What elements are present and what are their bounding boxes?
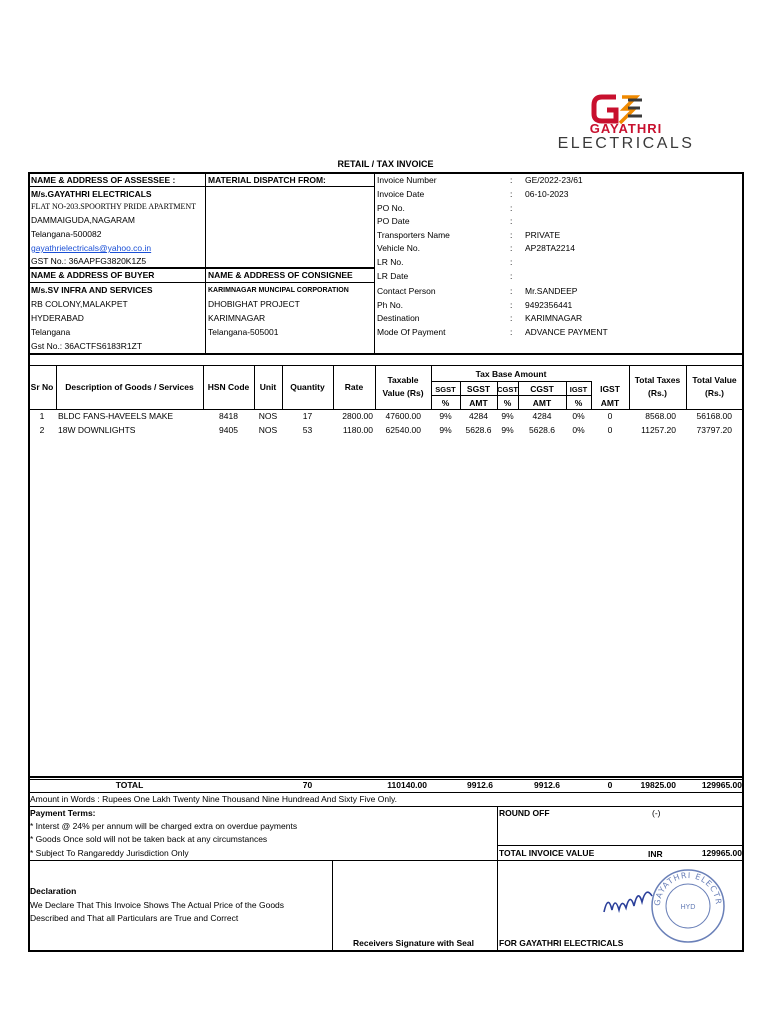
detail-label: Ph No. [377,300,403,310]
cell-total-taxes: 11257.20 [641,425,676,435]
cell-unit: NOS [258,425,278,435]
col-header-taxable-2: Value (Rs) [382,388,424,398]
detail-value: 06-10-2023 [525,189,569,199]
detail-label: Vehicle No. [377,243,420,253]
detail-label: Transporters Name [377,230,450,240]
cell-sgst-pct: 9% [439,411,452,421]
cell-total-value: 73797.20 [696,425,732,435]
cell-qty: 17 [302,411,313,421]
total-invoice-value: 129965.00 [701,848,742,858]
company-logo [520,92,732,154]
detail-value: KARIMNAGAR [525,313,583,323]
invoice-title: RETAIL / TAX INVOICE [337,159,434,169]
detail-label: PO Date [377,216,410,226]
col-header-cgst-pct-2: % [503,398,512,408]
detail-label: Destination [377,313,420,323]
round-off-label: ROUND OFF [499,808,550,818]
consignee-line3: KARIMNAGAR [208,313,266,323]
detail-label: Invoice Date [377,189,425,199]
col-header-sgst-amt: SGST [466,384,491,394]
cell-igst-amt: 0 [607,425,613,435]
assessee-gst: GST No.: 36AAPFG3820K1Z5 [31,256,147,266]
seal-text: GAYATHRI ELECTR [652,870,724,907]
assessee-address-line3: Telangana-500082 [31,229,102,239]
cell-rate: 2800.00 [342,411,373,421]
detail-sep: : [510,271,513,281]
consignee-line2: DHOBIGHAT PROJECT [208,299,300,309]
col-header-igst-pct-2: % [574,398,583,408]
cell-sgst-amt: 5628.6 [465,425,492,435]
consignee-heading: NAME & ADDRESS OF CONSIGNEE [208,270,353,280]
buyer-address-line1: RB COLONY,MALAKPET [31,299,128,309]
buyer-address-line2: HYDERABAD [31,313,84,323]
cell-igst-pct: 0% [572,425,585,435]
col-header-sgst-pct-2: % [441,398,450,408]
assessee-address-line2: DAMMAIGUDA,NAGARAM [31,215,135,225]
detail-sep: : [510,313,513,323]
cell-sr: 1 [39,411,45,421]
logo-name-top: GAYATHRI [589,121,663,136]
payment-term-item: * Interst @ 24% per annum will be charged extra on overdue payments [30,821,298,831]
col-header-desc: Description of Goods / Services [65,382,194,392]
payment-terms-heading: Payment Terms: [30,808,96,818]
total-value: 129965.00 [701,780,742,790]
buyer-address-line3: Telangana [31,327,71,337]
assessee-name: M/s.GAYATHRI ELECTRICALS [31,189,152,199]
col-header-total-value: Total Value [692,375,737,385]
total-invoice-label: TOTAL INVOICE VALUE [499,848,595,858]
declaration-heading: Declaration [30,886,77,896]
total-invoice-currency: INR [648,849,663,859]
detail-sep: : [510,243,513,253]
detail-sep: : [510,286,513,296]
cell-cgst-pct: 9% [501,411,514,421]
col-header-rate: Rate [344,382,364,392]
amount-in-words: Amount in Words : Rupees One Lakh Twenty Nine Thousand Nine Hundread And Sixty Five Only. [30,794,397,804]
cell-sgst-pct: 9% [439,425,452,435]
detail-label: PO No. [377,203,405,213]
col-header-total-taxes-2: (Rs.) [648,388,667,398]
col-header-unit: Unit [259,382,277,392]
svg-text:GAYATHRI ELECTRICALS [648,866,723,906]
total-sgst-amt: 9912.6 [467,780,493,790]
detail-sep: : [510,327,513,337]
cell-total-taxes: 8568.00 [645,411,676,421]
declaration-line2: Described and That all Particulars are True and Correct [30,913,239,923]
cell-hsn: 9405 [219,425,238,435]
col-header-sr: Sr No [30,382,54,392]
detail-sep: : [510,300,513,310]
assessee-address-line1: FLAT NO-203.SPOORTHY PRIDE APARTMENT [31,202,196,211]
seal-center-text: HYD [680,903,696,911]
total-cgst-amt: 9912.6 [534,780,560,790]
cell-sr: 2 [39,425,45,435]
detail-value: Mr.SANDEEP [525,286,578,296]
detail-sep: : [510,230,513,240]
payment-term-item: * Subject To Rangareddy Jurisdiction Only [30,848,189,858]
col-header-taxable: Taxable [387,375,419,385]
detail-sep: : [510,203,513,213]
detail-value: ADVANCE PAYMENT [525,327,608,337]
detail-sep: : [510,216,513,226]
logo-name-bottom: ELECTRICALS [557,135,695,152]
col-header-cgst-pct: CGST [497,385,518,394]
payment-term-item: * Goods Once sold will not be taken back at any circumstances [30,834,268,844]
buyer-name: M/s.SV INFRA AND SERVICES [31,285,153,295]
total-taxable: 110140.00 [387,780,427,790]
total-igst-amt: 0 [607,780,613,790]
cell-unit: NOS [258,411,278,421]
detail-label: Contact Person [377,286,436,296]
detail-sep: : [510,257,513,267]
detail-value: AP28TA2214 [525,243,575,253]
detail-value: GE/2022-23/61 [525,175,583,185]
total-label: TOTAL [115,780,144,790]
round-off-value: (-) [652,808,661,818]
detail-value: 9492356441 [525,300,573,310]
receiver-signature-label: Receivers Signature with Seal [353,938,474,948]
assessee-email-link[interactable]: gayathrielectricals@yahoo.co.in [31,243,152,253]
assessee-heading: NAME & ADDRESS OF ASSESSEE : [31,175,176,185]
consignee-line1: KARIMNAGAR MUNCIPAL CORPORATION [208,287,349,294]
total-taxes: 19825.00 [640,780,676,790]
col-header-cgst-amt: CGST [530,384,554,394]
col-header-sgst-amt-2: AMT [469,398,488,408]
col-header-sgst-pct: SGST [435,385,456,394]
cell-qty: 53 [302,425,313,435]
cell-sgst-amt: 4284 [469,411,488,421]
company-seal [648,866,728,946]
col-header-cgst-amt-2: AMT [532,398,552,408]
cell-total-value: 56168.00 [696,411,732,421]
col-header-tax-base: Tax Base Amount [475,369,547,379]
detail-label: LR No. [377,257,404,267]
col-header-qty: Quantity [290,382,325,392]
buyer-gst: Gst No.: 36ACTFS6183R1ZT [31,341,143,351]
for-company-label: FOR GAYATHRI ELECTRICALS [499,938,624,948]
col-header-igst-amt-2: AMT [600,398,620,408]
col-header-hsn: HSN Code [207,382,250,392]
cell-cgst-pct: 9% [501,425,514,435]
declaration-line1: We Declare That This Invoice Shows The Actual Price of the Goods [30,900,285,910]
cell-cgst-amt: 4284 [532,411,552,421]
buyer-heading: NAME & ADDRESS OF BUYER [31,270,155,280]
cell-cgst-amt: 5628.6 [529,425,555,435]
col-header-total-taxes: Total Taxes [634,375,681,385]
cell-igst-amt: 0 [607,411,613,421]
cell-hsn: 8418 [219,411,238,421]
dispatch-heading: MATERIAL DISPATCH FROM: [208,175,326,185]
detail-sep: : [510,175,513,185]
detail-label: LR Date [377,271,409,281]
col-header-igst-pct: IGST [569,385,588,394]
cell-desc: 18W DOWNLIGHTS [58,425,136,435]
total-qty: 70 [302,780,313,790]
col-header-total-value-2: (Rs.) [705,388,724,398]
cell-taxable: 62540.00 [385,425,421,435]
cell-desc: BLDC FANS-HAVEELS MAKE [58,411,174,421]
cell-taxable: 47600.00 [385,411,421,421]
detail-label: Mode Of Payment [377,327,446,337]
consignee-line4: Telangana-505001 [208,327,279,337]
cell-rate: 1180.00 [342,425,373,435]
detail-value: PRIVATE [525,230,561,240]
cell-igst-pct: 0% [572,411,585,421]
col-header-igst-amt: IGST [600,384,620,394]
detail-label: Invoice Number [377,175,437,185]
detail-sep: : [510,189,513,199]
